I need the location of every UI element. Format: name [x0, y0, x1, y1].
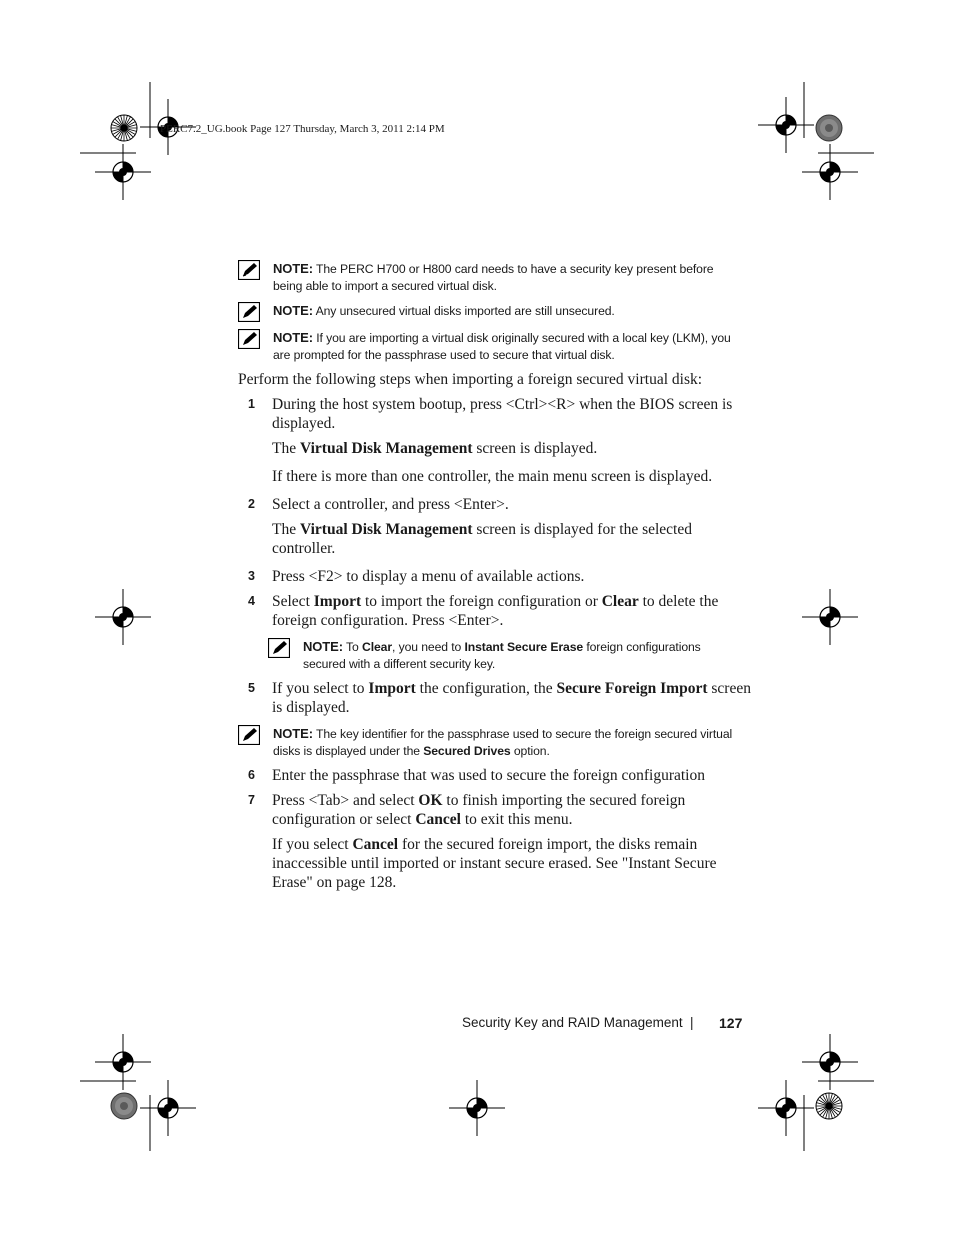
step-5-text: If you select to Import the configuration, the Secure Foreign Import screen is displayed. — [272, 680, 751, 716]
note-label: NOTE: — [273, 726, 313, 741]
note-text: Any unsecured virtual disks imported are still unsecured. — [315, 304, 615, 318]
step-number: 1 — [248, 397, 255, 411]
footer-section-title: Security Key and RAID Management — [462, 1015, 683, 1030]
note-text: If you are importing a virtual disk originally secured with a local key (LKM), you are prompted for the passphrase used to secure that virtual disk. — [273, 331, 731, 362]
note-clear-instant-erase: NOTE: To Clear, you need to Instant Secure Erase foreign configurations secured with a different security key. — [268, 638, 738, 673]
intro-paragraph: Perform the following steps when importing a foreign secured virtual disk: — [238, 371, 703, 388]
step-6-text: Enter the passphrase that was used to secure the foreign configuration — [272, 767, 705, 784]
step-4-text: Select Import to import the foreign configuration or Clear to delete the foreign configuration. Press <Enter>. — [272, 593, 719, 629]
note-label: NOTE: — [273, 261, 313, 276]
step-1-multi-controller: If there is more than one controller, the main menu screen is displayed. — [272, 468, 713, 485]
step-2-result: The Virtual Disk Management screen is displayed for the selected controller. — [272, 521, 692, 557]
step-number: 6 — [248, 768, 255, 782]
note-unsecured-disks — [238, 302, 738, 320]
step-number: 7 — [248, 793, 255, 807]
book-header: PERC7.2_UG.book Page 127 Thursday, March 3, 2011 2:14 PM — [160, 123, 445, 135]
step-1-text: During the host system bootup, press <Ctrl><R> when the BIOS screen is displayed. — [272, 396, 733, 432]
step-number: 5 — [248, 681, 255, 695]
step-1-result: The Virtual Disk Management screen is displayed. — [272, 440, 598, 457]
note-security-key-required — [238, 260, 738, 295]
note-label: NOTE: — [303, 639, 343, 654]
step-number: 3 — [248, 569, 255, 583]
step-7-cancel-info: If you select Cancel for the secured foreign import, the disks remain inaccessible until imported or instant secure erased. See "Instant Secure Erase" on page 128. — [272, 836, 717, 891]
step-7-text: Press <Tab> and select OK to finish importing the secured foreign configuration or select Cancel to exit this menu. — [272, 792, 686, 828]
step-3-text: Press <F2> to display a menu of available actions. — [272, 568, 585, 585]
page-number: 127 — [719, 1015, 743, 1031]
note-pencil-icon — [238, 725, 260, 745]
note-secured-drives: NOTE: The key identifier for the passphrase used to secure the foreign secured virtual disks is displayed under the Secured Drives option. — [238, 725, 738, 760]
step-number: 2 — [248, 497, 255, 511]
note-pencil-icon — [238, 260, 260, 280]
note-label: NOTE: — [273, 303, 313, 318]
note-pencil-icon — [238, 302, 260, 322]
note-pencil-icon — [268, 638, 290, 658]
note-pencil-icon — [238, 329, 260, 349]
step-2-text: Select a controller, and press <Enter>. — [272, 496, 509, 513]
note-lkm-passphrase — [238, 329, 738, 364]
step-number: 4 — [248, 594, 255, 608]
footer-separator: | — [690, 1015, 694, 1030]
note-label: NOTE: — [273, 330, 313, 345]
note-text: The PERC H700 or H800 card needs to have a security key present before being able to import a secured virtual disk. — [273, 262, 714, 293]
